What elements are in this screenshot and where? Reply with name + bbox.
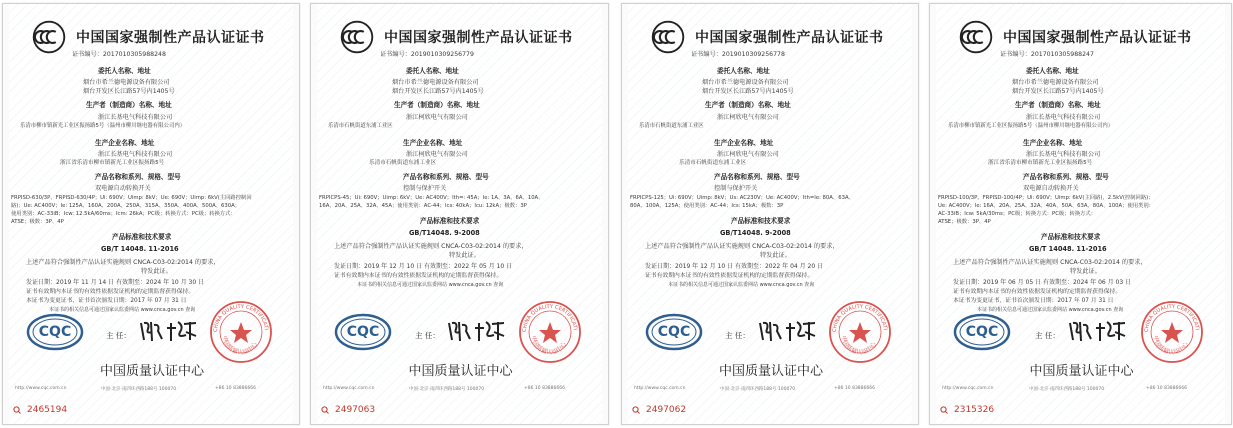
footer-website: http://www.cqc.com.cn	[942, 386, 994, 391]
cqc-logo-text: CQC	[657, 324, 691, 340]
certificate-paper	[317, 4, 602, 424]
factory-address: 乐清市石帆街道东浦工业区	[679, 160, 747, 166]
cqc-logo-icon	[334, 312, 392, 352]
product-spec-line: 80A、100A、125A；使用类别：AC-44；Ics: 15kA；极数：3P	[630, 203, 784, 209]
q-marker-icon	[13, 406, 21, 414]
product-name: 双电源自动转换开关	[95, 185, 151, 192]
cqc-logo-icon	[645, 312, 703, 352]
seal-ring-text: CHINA QUALITY CERTIFICATI	[521, 303, 578, 333]
seal-mark-text: 中国质量认证中心	[1151, 335, 1191, 357]
supervisor-label: 主 任：	[106, 331, 131, 340]
change-date: 本证书为变更证书，证书首次颁发日期：2017 年 07 月 31 日	[26, 298, 187, 304]
product-spec-line: 16A、20A、25A、32A、45A；使用类别：AC-44；Ics: 40kA；Icu: 12kA；极数：3P	[319, 203, 527, 209]
client-heading: 委托人名称、地址	[1026, 67, 1079, 75]
footer-phone: +86 10 83886666	[834, 386, 875, 391]
special-issue: 特发此证。	[760, 252, 791, 259]
serial-number-text: 2497063	[335, 405, 376, 415]
producer-name: 浙江长基电气科技有限公司	[98, 114, 173, 121]
client-heading: 委托人名称、地址	[98, 67, 151, 75]
certificate-header	[32, 20, 265, 54]
factory-heading: 生产企业名称、地址	[403, 139, 463, 147]
validity-statement: 证书有效期内本证书的有效性依据发证机构的定期监督获得保持。	[645, 273, 814, 279]
factory-name: 浙江柯欣电气有限公司	[717, 151, 779, 158]
conformity-statement: 上述产品符合强制性产品认证实施规则 CNCA-C03-02:2014 的要求，	[26, 259, 220, 266]
conformity-statement: 上述产品符合强制性产品认证实施规则 CNCA-C03-02:2014 的要求，	[645, 243, 839, 250]
cqc-logo-text: CQC	[965, 324, 999, 340]
issue-dates: 发证日期：2019 年 11 月 14 日 有效期至：2024 年 10 月 30 日	[26, 279, 205, 286]
signature-icon	[1067, 318, 1129, 344]
signature-icon	[446, 318, 508, 344]
supervisor-label: 主 任：	[415, 331, 440, 340]
certificate-number: 证书编号：2019010309256779	[380, 51, 474, 58]
product-name: 控制与保护开关	[403, 185, 447, 192]
standard-value: GB/T 14048. 11-2016	[101, 245, 179, 253]
standard-value: GB/T14048. 9-2008	[409, 229, 480, 237]
serial-number-text: 2315326	[954, 405, 995, 415]
issuing-center-name: 中国质量认证中心	[408, 364, 513, 379]
seal-mark-text: 中国质量认证中心	[220, 335, 260, 357]
product-heading: 产品名称和系列、规格、型号	[403, 173, 489, 181]
factory-name: 浙江柯欣电气有限公司	[406, 151, 468, 158]
issuing-center-name: 中国质量认证中心	[1029, 364, 1134, 379]
query-note: 本证书的相关信息可通过国家认监委网站 www.cnca.gov.cn 查询	[357, 282, 504, 288]
product-spec-line: FRPICPS-45；Ui: 690V；Uimp: 6kV；Ue: AC400V；Ith=: 45A；Ie: 1A、3A、6A、10A、	[319, 195, 544, 201]
seal-ring-text: CHINA QUALITY CERTIFICATI	[831, 303, 888, 333]
certification-seal-icon	[1140, 300, 1204, 364]
certificate-card[interactable]	[310, 3, 609, 425]
certificate-header	[340, 20, 573, 54]
signature-icon	[138, 318, 200, 344]
standard-heading: 产品标准和技术要求	[731, 217, 791, 225]
product-heading: 产品名称和系列、规格、型号	[714, 173, 800, 181]
certification-seal-icon	[518, 300, 582, 364]
certificate-header	[651, 20, 884, 54]
certificate-title: 中国国家强制性产品认证证书	[76, 30, 265, 46]
producer-heading: 生产者（制造商）名称、地址	[394, 101, 480, 109]
issuing-center-name: 中国质量认证中心	[718, 364, 823, 379]
producer-name: 浙江长基电气科技有限公司	[1026, 114, 1101, 121]
certificate-card[interactable]	[929, 3, 1232, 425]
producer-address: 乐清市柳市镇新光工业区振扬路5号（温州市柳川继电器有限公司内）	[20, 123, 186, 129]
footer-website: http://www.cqc.com.cn	[634, 386, 686, 391]
query-note: 本证书的相关信息可通过国家认监委网站 www.cnca.gov.cn 查询	[668, 282, 815, 288]
producer-heading: 生产者（制造商）名称、地址	[705, 101, 791, 109]
standard-heading: 产品标准和技术要求	[1041, 233, 1101, 241]
footer-website: http://www.cqc.com.cn	[15, 386, 67, 391]
serial-number-text: 2465194	[27, 405, 68, 415]
footer-address: 中国·北京·南四环西路188号 100070	[101, 387, 177, 392]
q-marker-icon	[321, 406, 329, 414]
client-heading: 委托人名称、地址	[717, 67, 770, 75]
producer-address: 乐清市石帆街道东浦工业区	[328, 123, 393, 129]
factory-address: 浙江省乐清市柳市镇新光工业区振扬路5号	[60, 160, 165, 166]
supervisor-label: 主 任：	[1035, 331, 1060, 340]
issue-dates: 发证日期：2019 年 12 月 10 日 有效期至：2022 年 05 月 10 日	[334, 263, 513, 270]
factory-heading: 生产企业名称、地址	[95, 139, 155, 147]
producer-address: 乐清市石帆街道东浦工业区	[639, 123, 704, 129]
factory-name: 浙江长基电气科技有限公司	[1026, 151, 1101, 158]
standard-value: GB/T 14048. 11-2016	[1029, 245, 1107, 253]
client-name: 烟台市希兰德电源设备有限公司	[1012, 79, 1099, 86]
query-note: 本证书的相关信息可通过国家认监委网站 www.cnca.gov.cn 查询	[49, 307, 196, 313]
validity-statement: 证书有效期内本证书的有效性依据发证机构的定期监督获得保持。	[953, 289, 1122, 295]
certificate-card[interactable]	[2, 3, 300, 425]
issuing-center-name: 中国质量认证中心	[99, 364, 204, 379]
producer-address: 乐清市柳市镇新光工业区振扬路5号（温州市柳川继电器有限公司内）	[948, 123, 1114, 129]
client-address: 烟台开发区长江路57号内1405号	[83, 88, 175, 95]
client-name: 烟台市希兰德电源设备有限公司	[392, 79, 479, 86]
producer-name: 浙江柯欣电气有限公司	[406, 114, 468, 121]
cqc-logo-text: CQC	[38, 324, 72, 340]
query-note: 本证书的相关信息可通过国家认监委网站 www.cnca.gov.cn 查询	[977, 307, 1124, 313]
client-address: 烟台开发区长江路57号内1405号	[702, 88, 794, 95]
footer-website: http://www.cqc.com.cn	[323, 386, 375, 391]
certificate-title: 中国国家强制性产品认证证书	[384, 30, 573, 46]
conformity-statement: 上述产品符合强制性产品认证实施规则 CNCA-C03-02:2014 的要求，	[953, 259, 1147, 266]
factory-heading: 生产企业名称、地址	[714, 139, 774, 147]
client-name: 烟台市希兰德电源设备有限公司	[702, 79, 789, 86]
footer-address: 中国·北京·南四环西路188号 100070	[409, 387, 485, 392]
certificate-paper	[628, 4, 912, 424]
certificate-number: 证书编号：2019010309256778	[691, 51, 785, 58]
serial-number-text: 2497062	[646, 405, 687, 415]
product-spec-line: AC-33iB；Icw: 5kA/30ms；PC级；转换方式：PC级；转换方式：	[938, 211, 1097, 217]
change-date: 本证书为变更证书，证书首次颁发日期：2017 年 07 月 31 日	[953, 298, 1114, 304]
product-spec-line: ATSE；极数：3P、4P	[11, 219, 64, 225]
certificate-paper	[936, 4, 1225, 424]
factory-address: 乐清市石帆街道东浦工业区	[369, 160, 437, 166]
product-spec-line: FRPISD-630/3P、FRPISD-630/4P；Ui: 690V；Uimp: 8kV；Ue: 690V；Uimp: 6kV(主回路控制回	[11, 195, 252, 201]
seal-ring-text: CHINA QUALITY CERTIFICATI	[212, 303, 269, 333]
product-name: 双电源自动转换开关	[1023, 185, 1079, 192]
factory-address: 浙江省乐清市柳市镇新光工业区振扬路5号	[988, 160, 1093, 166]
client-address: 烟台开发区长江路57号内1405号	[1012, 88, 1104, 95]
producer-name: 浙江柯欣电气有限公司	[717, 114, 779, 121]
product-spec-line: 使用类别：AC-33iB；Icw: 12.5kA/60ms；Icm: 26kA；PC级；转换方式：PC级；转换方式：	[11, 211, 236, 217]
product-heading: 产品名称和系列、规格、型号	[95, 173, 181, 181]
special-issue: 特发此证。	[1070, 268, 1101, 275]
certification-seal-icon	[209, 300, 273, 364]
standard-value: GB/T14048. 9-2008	[720, 229, 791, 237]
conformity-statement: 上述产品符合强制性产品认证实施规则 CNCA-C03-02:2014 的要求，	[334, 243, 528, 250]
certificate-number: 证书编号：2017010305988248	[72, 51, 166, 58]
issue-dates: 发证日期：2019 年 12 月 10 日 有效期至：2022 年 04 月 20 日	[645, 263, 824, 270]
cqc-logo-icon	[953, 312, 1011, 352]
seal-ring-text: CHINA QUALITY CERTIFICATI	[1143, 303, 1200, 333]
certificate-number: 证书编号：2017010305988247	[1000, 51, 1094, 58]
footer-phone: +86 10 83886666	[524, 386, 565, 391]
footer-address: 中国·北京·南四环西路188号 100070	[1029, 387, 1105, 392]
product-spec-line: FRPICPS-125；Ui: 690V；Uimp: 8kV；Us: AC230V；Ue: AC400V；Ith=Ie: 80A、63A、	[630, 195, 854, 201]
footer-address: 中国·北京·南四环西路188号 100070	[720, 387, 796, 392]
product-spec-line: ATSE；极数：3P、4P	[938, 219, 991, 225]
producer-heading: 生产者（制造商）名称、地址	[1015, 101, 1101, 109]
seal-mark-text: 中国质量认证中心	[529, 335, 569, 357]
certificate-title: 中国国家强制性产品认证证书	[1003, 30, 1192, 46]
ccc-mark-icon	[340, 20, 374, 54]
certificate-header	[959, 20, 1192, 54]
footer-phone: +86 10 83886666	[215, 386, 256, 391]
seal-mark-text: 中国质量认证中心	[839, 335, 879, 357]
serial-number	[940, 405, 994, 415]
validity-statement: 证书有效期内本证书的有效性依据发证机构的定期监督获得保持。	[334, 273, 503, 279]
standard-heading: 产品标准和技术要求	[420, 217, 480, 225]
special-issue: 特发此证。	[141, 268, 172, 275]
product-heading: 产品名称和系列、规格、型号	[1023, 173, 1109, 181]
product-spec-line: FRPISD-100/3P、FRPISD-100/4P；Ui: 690V；Uimp: 6kV(主回路)，2.5kV(控制回路)；	[938, 195, 1154, 201]
serial-number	[13, 405, 67, 415]
certificate-paper	[9, 4, 293, 424]
product-name: 控制与保护开关	[714, 185, 758, 192]
factory-name: 浙江长基电气科技有限公司	[98, 151, 173, 158]
cqc-logo-text: CQC	[346, 324, 380, 340]
issue-dates: 发证日期：2019 年 06 月 05 日 有效期至：2024 年 06 月 03 日	[953, 279, 1132, 286]
factory-heading: 生产企业名称、地址	[1023, 139, 1083, 147]
special-issue: 特发此证。	[449, 252, 480, 259]
serial-number	[632, 405, 686, 415]
client-address: 烟台开发区长江路57号内1405号	[392, 88, 484, 95]
standard-heading: 产品标准和技术要求	[112, 233, 172, 241]
client-name: 烟台市希兰德电源设备有限公司	[83, 79, 170, 86]
client-heading: 委托人名称、地址	[406, 67, 459, 75]
q-marker-icon	[940, 406, 948, 414]
product-spec-line: 路)；Ue: AC400V；Ie: 125A、160A、200A、250A、315A、350A、400A、500A、630A；	[11, 203, 241, 209]
footer-phone: +86 10 83886666	[1146, 386, 1187, 391]
certificate-title: 中国国家强制性产品认证证书	[695, 30, 884, 46]
ccc-mark-icon	[959, 20, 993, 54]
certification-seal-icon	[828, 300, 892, 364]
ccc-mark-icon	[32, 20, 66, 54]
product-spec-line: Ue: AC400V；Ie: 16A、20A、25A、32A、40A、50A、63A、80A、100A；使用类别：	[938, 203, 1154, 209]
cqc-logo-icon	[26, 312, 84, 352]
certificate-card[interactable]	[621, 3, 919, 425]
validity-statement: 证书有效期内本证书的有效性依据发证机构的定期监督获得保持。	[26, 289, 195, 295]
serial-number	[321, 405, 375, 415]
q-marker-icon	[632, 406, 640, 414]
ccc-mark-icon	[651, 20, 685, 54]
signature-icon	[757, 318, 819, 344]
producer-heading: 生产者（制造商）名称、地址	[86, 101, 172, 109]
supervisor-label: 主 任：	[725, 331, 750, 340]
